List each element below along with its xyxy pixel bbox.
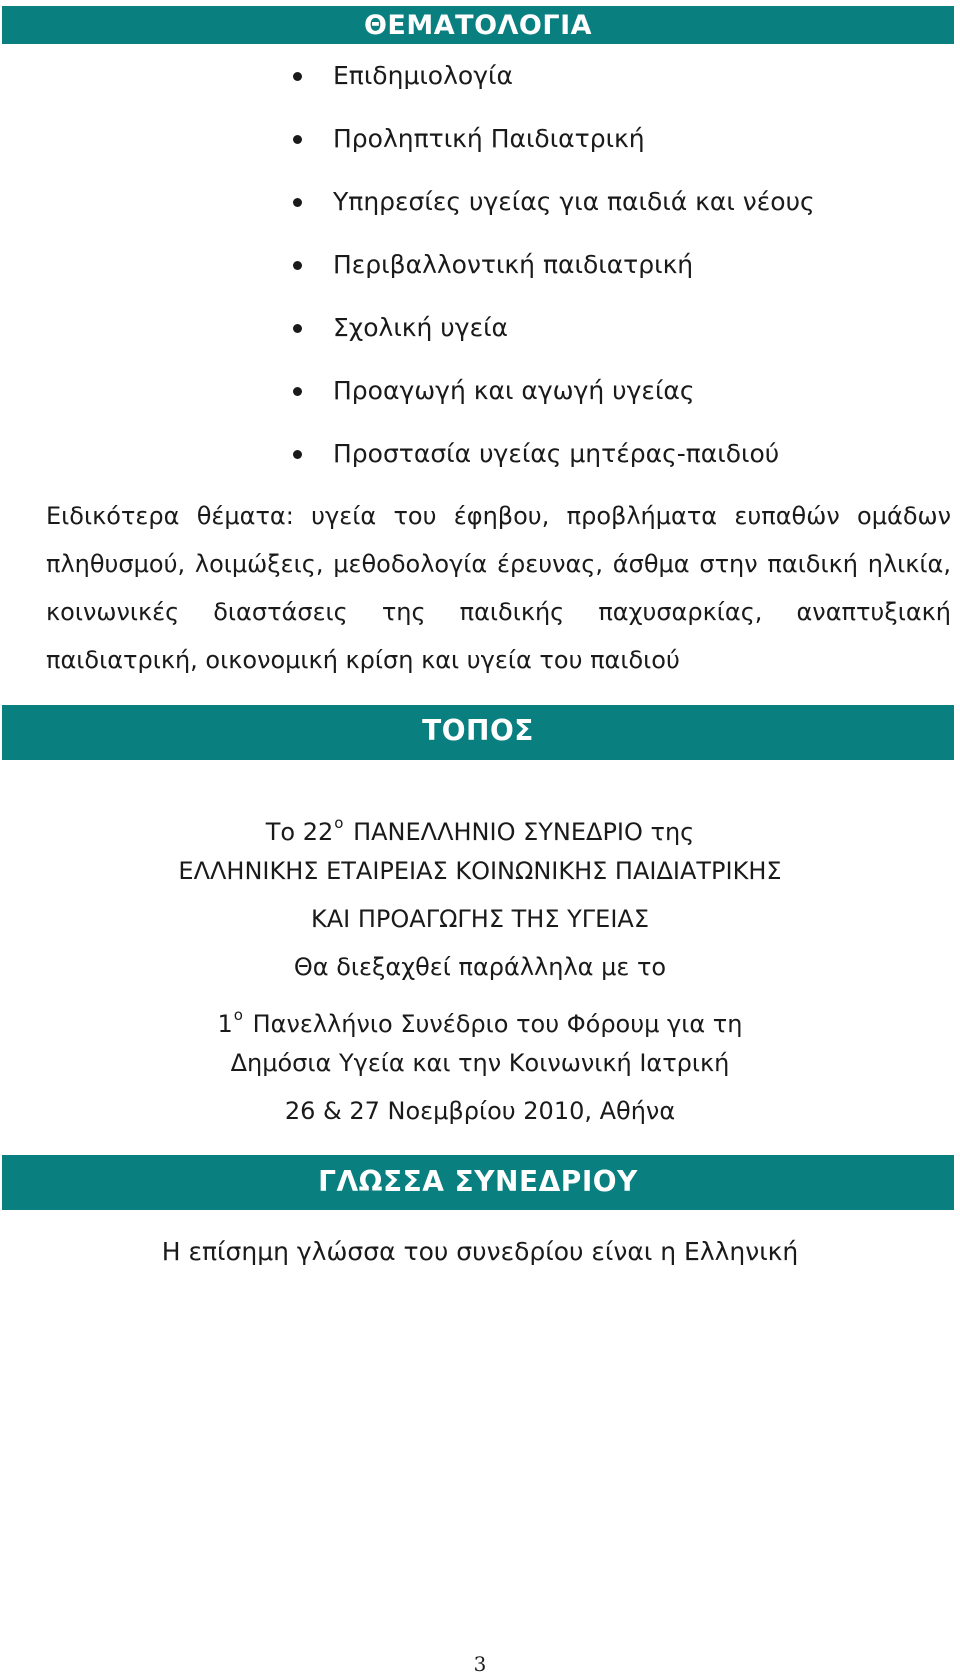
- list-item: [0, 361, 960, 424]
- list-item: [0, 109, 960, 172]
- bullet-icon: [293, 72, 302, 81]
- section-title-language: ΓΛΩΣΣΑ ΣΥΝΕΔΡΙΟΥ: [2, 1155, 954, 1210]
- venue-line-5-pre: 1: [217, 1010, 233, 1038]
- venue-line-5: [0, 991, 960, 1039]
- bullet-icon: [293, 198, 302, 207]
- venue-dates: 26 & 27 Νοεμβρίου 2010, Αθήνα: [284, 1097, 676, 1125]
- venue-line-4: Θα διεξαχθεί παράλληλα με το: [293, 953, 667, 981]
- section-title-venue: ΤΟΠΟΣ: [2, 705, 954, 760]
- bullet-text: Επιδημιολογία: [333, 61, 513, 90]
- list-item: [0, 424, 960, 487]
- venue-line-1-post: ΠΑΝΕΛΛΗΝΙΟ ΣΥΝΕΔΡΙΟ της: [345, 818, 695, 846]
- themes-paragraph: Ειδικότερα θέματα: υγεία του έφηβου, προβλήματα ευπαθών ομάδων πληθυσμού, λοιμώξεις, μεθοδολογία έρευνας, άσθμα στην παιδική ηλικία, κοινωνικές διαστάσεις της παιδικής παχυσαρκίας, αναπτυξιακή παιδιατρική, οικονομική κρίση και υγεία του παιδιού: [46, 502, 951, 674]
- ordinal-superscript: ο: [334, 814, 344, 832]
- themes-bullet-list: [0, 46, 960, 487]
- bullet-text: Προαγωγή και αγωγή υγείας: [333, 376, 695, 405]
- bullet-icon: [293, 135, 302, 144]
- page-number: 3: [473, 1652, 487, 1676]
- list-item: [0, 46, 960, 109]
- bullet-text: Υπηρεσίες υγείας για παιδιά και νέους: [333, 187, 815, 216]
- venue-line-6: Δημόσια Υγεία και την Κοινωνική Ιατρική: [230, 1049, 730, 1077]
- venue-text-block: [0, 799, 960, 1135]
- bullet-icon: [293, 450, 302, 459]
- bullet-icon: [293, 324, 302, 333]
- venue-line-1-pre: Το 22: [265, 818, 334, 846]
- venue-line-3: ΚΑΙ ΠΡΟΑΓΩΓΗΣ ΤΗΣ ΥΓΕΙΑΣ: [311, 905, 649, 933]
- bullet-text: Περιβαλλοντική παιδιατρική: [333, 250, 694, 279]
- venue-line-5-post: Πανελλήνιο Συνέδριο του Φόρουμ για τη: [244, 1010, 743, 1038]
- ordinal-superscript: ο: [233, 1006, 243, 1024]
- bullet-text: Σχολική υγεία: [333, 313, 509, 342]
- language-text: Η επίσημη γλώσσα του συνεδρίου είναι η Ελληνική: [161, 1237, 799, 1266]
- venue-line-1: [0, 799, 960, 847]
- bullet-icon: [293, 261, 302, 270]
- section-title-themes: ΘΕΜΑΤΟΛΟΓΙΑ: [2, 6, 954, 44]
- list-item: [0, 172, 960, 235]
- bullet-icon: [293, 387, 302, 396]
- list-item: [0, 298, 960, 361]
- bullet-text: Προστασία υγείας μητέρας-παιδιού: [333, 439, 780, 468]
- venue-line-2: ΕΛΛΗΝΙΚΗΣ ΕΤΑΙΡΕΙΑΣ ΚΟΙΝΩΝΙΚΗΣ ΠΑΙΔΙΑΤΡΙΚΗΣ: [178, 857, 782, 885]
- list-item: [0, 235, 960, 298]
- bullet-text: Προληπτική Παιδιατρική: [333, 124, 645, 153]
